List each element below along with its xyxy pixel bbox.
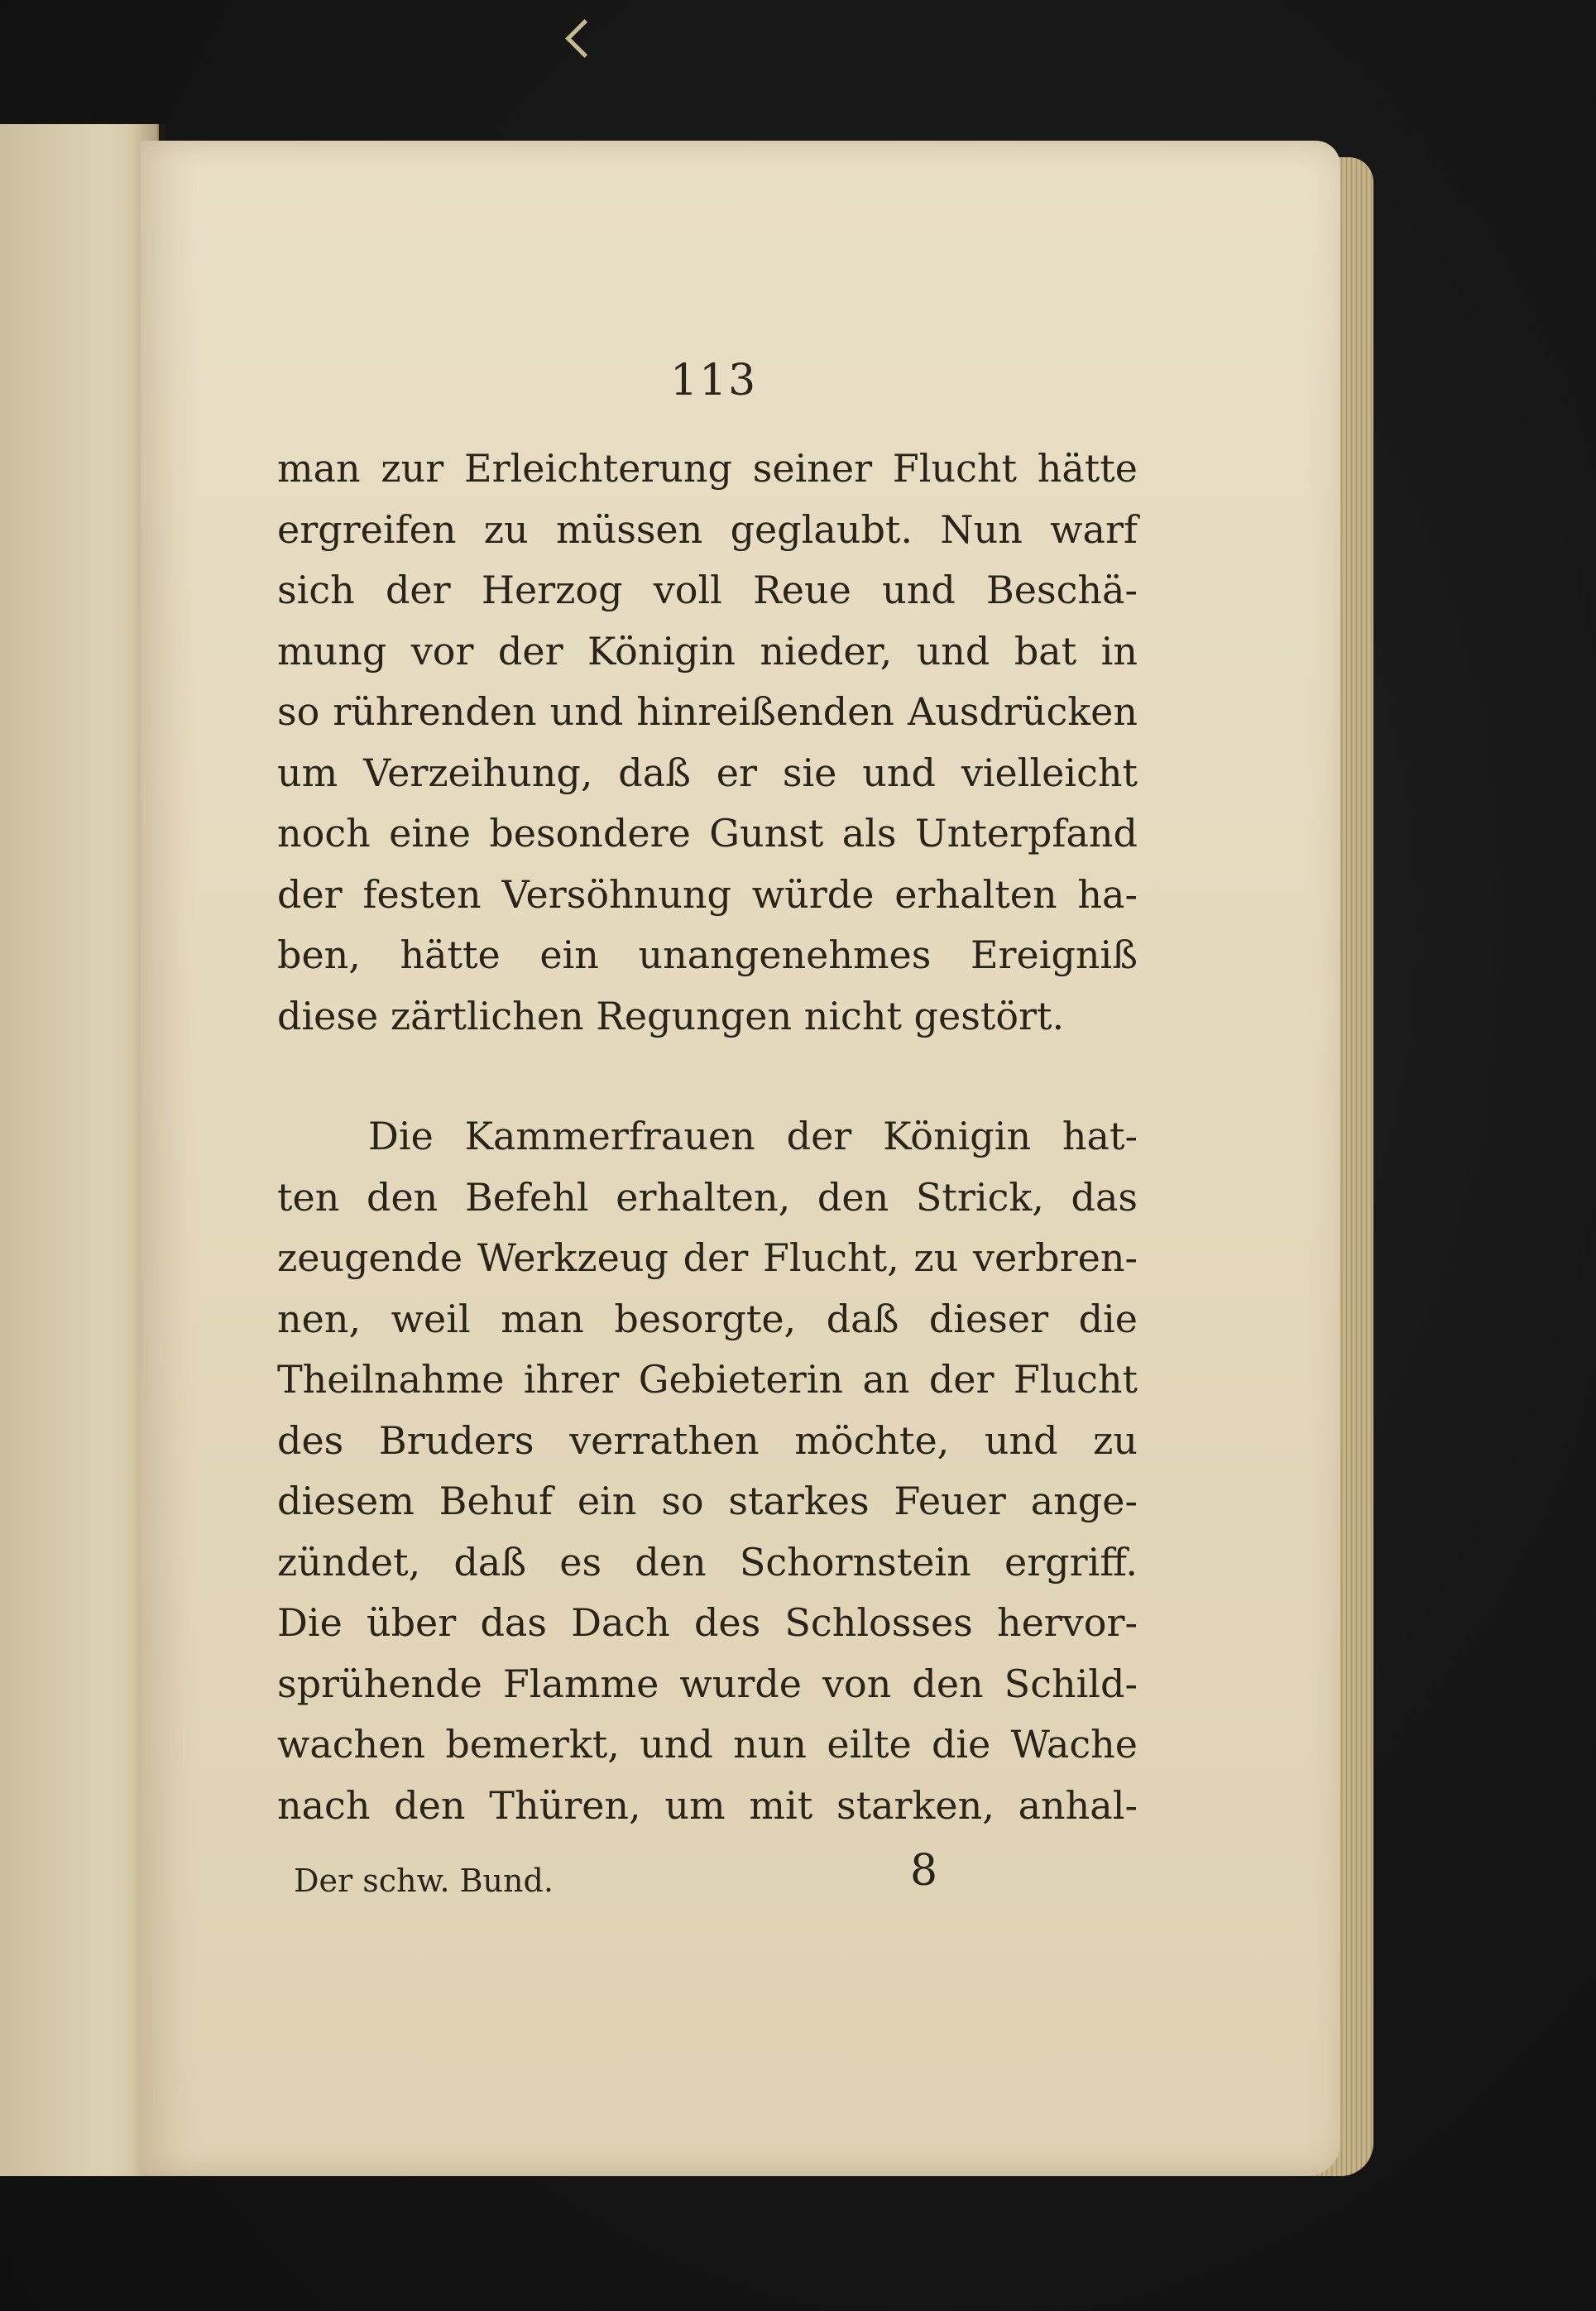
text-line: diese zärtlichen Regungen nicht gestört. [277, 993, 1065, 1038]
body-text [277, 439, 1138, 1836]
text-line: des Bruders verrathen möchte, und zu [277, 1417, 1138, 1463]
text-line: noch eine besondere Gunst als Unterpfand [277, 811, 1138, 856]
text-line: zeugende Werkzeug der Flucht, zu verbren- [277, 1235, 1138, 1280]
text-line: um Verzeihung, daß er sie und vielleicht [277, 750, 1138, 795]
text-line: Die über das Dach des Schlosses hervor- [277, 1600, 1138, 1645]
text-line: ergreifen zu müssen geglaubt. Nun warf [277, 506, 1138, 552]
text-line: nen, weil man besorgte, daß dieser die [277, 1296, 1138, 1341]
text-line: wachen bemerkt, und nun eilte die Wache [277, 1722, 1138, 1767]
text-line: zündet, daß es den Schornstein ergriff. [277, 1539, 1138, 1585]
text-line: nach den Thüren, um mit starken, anhal- [277, 1782, 1138, 1828]
text-line: ten den Befehl erhalten, den Strick, das [277, 1174, 1138, 1220]
text-line: der festen Versöhnung würde erhalten ha- [277, 871, 1138, 917]
text-line: Theilnahme ihrer Gebieterin an der Flucht [277, 1357, 1138, 1402]
paragraph-gap [277, 1047, 1138, 1106]
text-line: so rührenden und hinreißenden Ausdrücken [277, 689, 1138, 734]
text-line: Die Kammerfrauen der Königin hat- [368, 1114, 1138, 1158]
sheet-number: 8 [910, 1846, 938, 1896]
text-line: sich der Herzog voll Reue und Beschä- [277, 568, 1138, 612]
text-line: man zur Erleichterung seiner Flucht hätte [277, 446, 1138, 491]
text-line: ben, hätte ein unangenehmes Ereigniß [277, 933, 1138, 977]
signature-mark: Der schw. Bund. [294, 1863, 554, 1899]
text-line: sprühende Flamme wurde von den Schild- [277, 1661, 1138, 1706]
text-line: diesem Behuf ein so starkes Feuer ange- [277, 1479, 1138, 1523]
page-number: 113 [670, 356, 758, 405]
text-line: mung vor der Königin nieder, und bat in [277, 628, 1138, 674]
